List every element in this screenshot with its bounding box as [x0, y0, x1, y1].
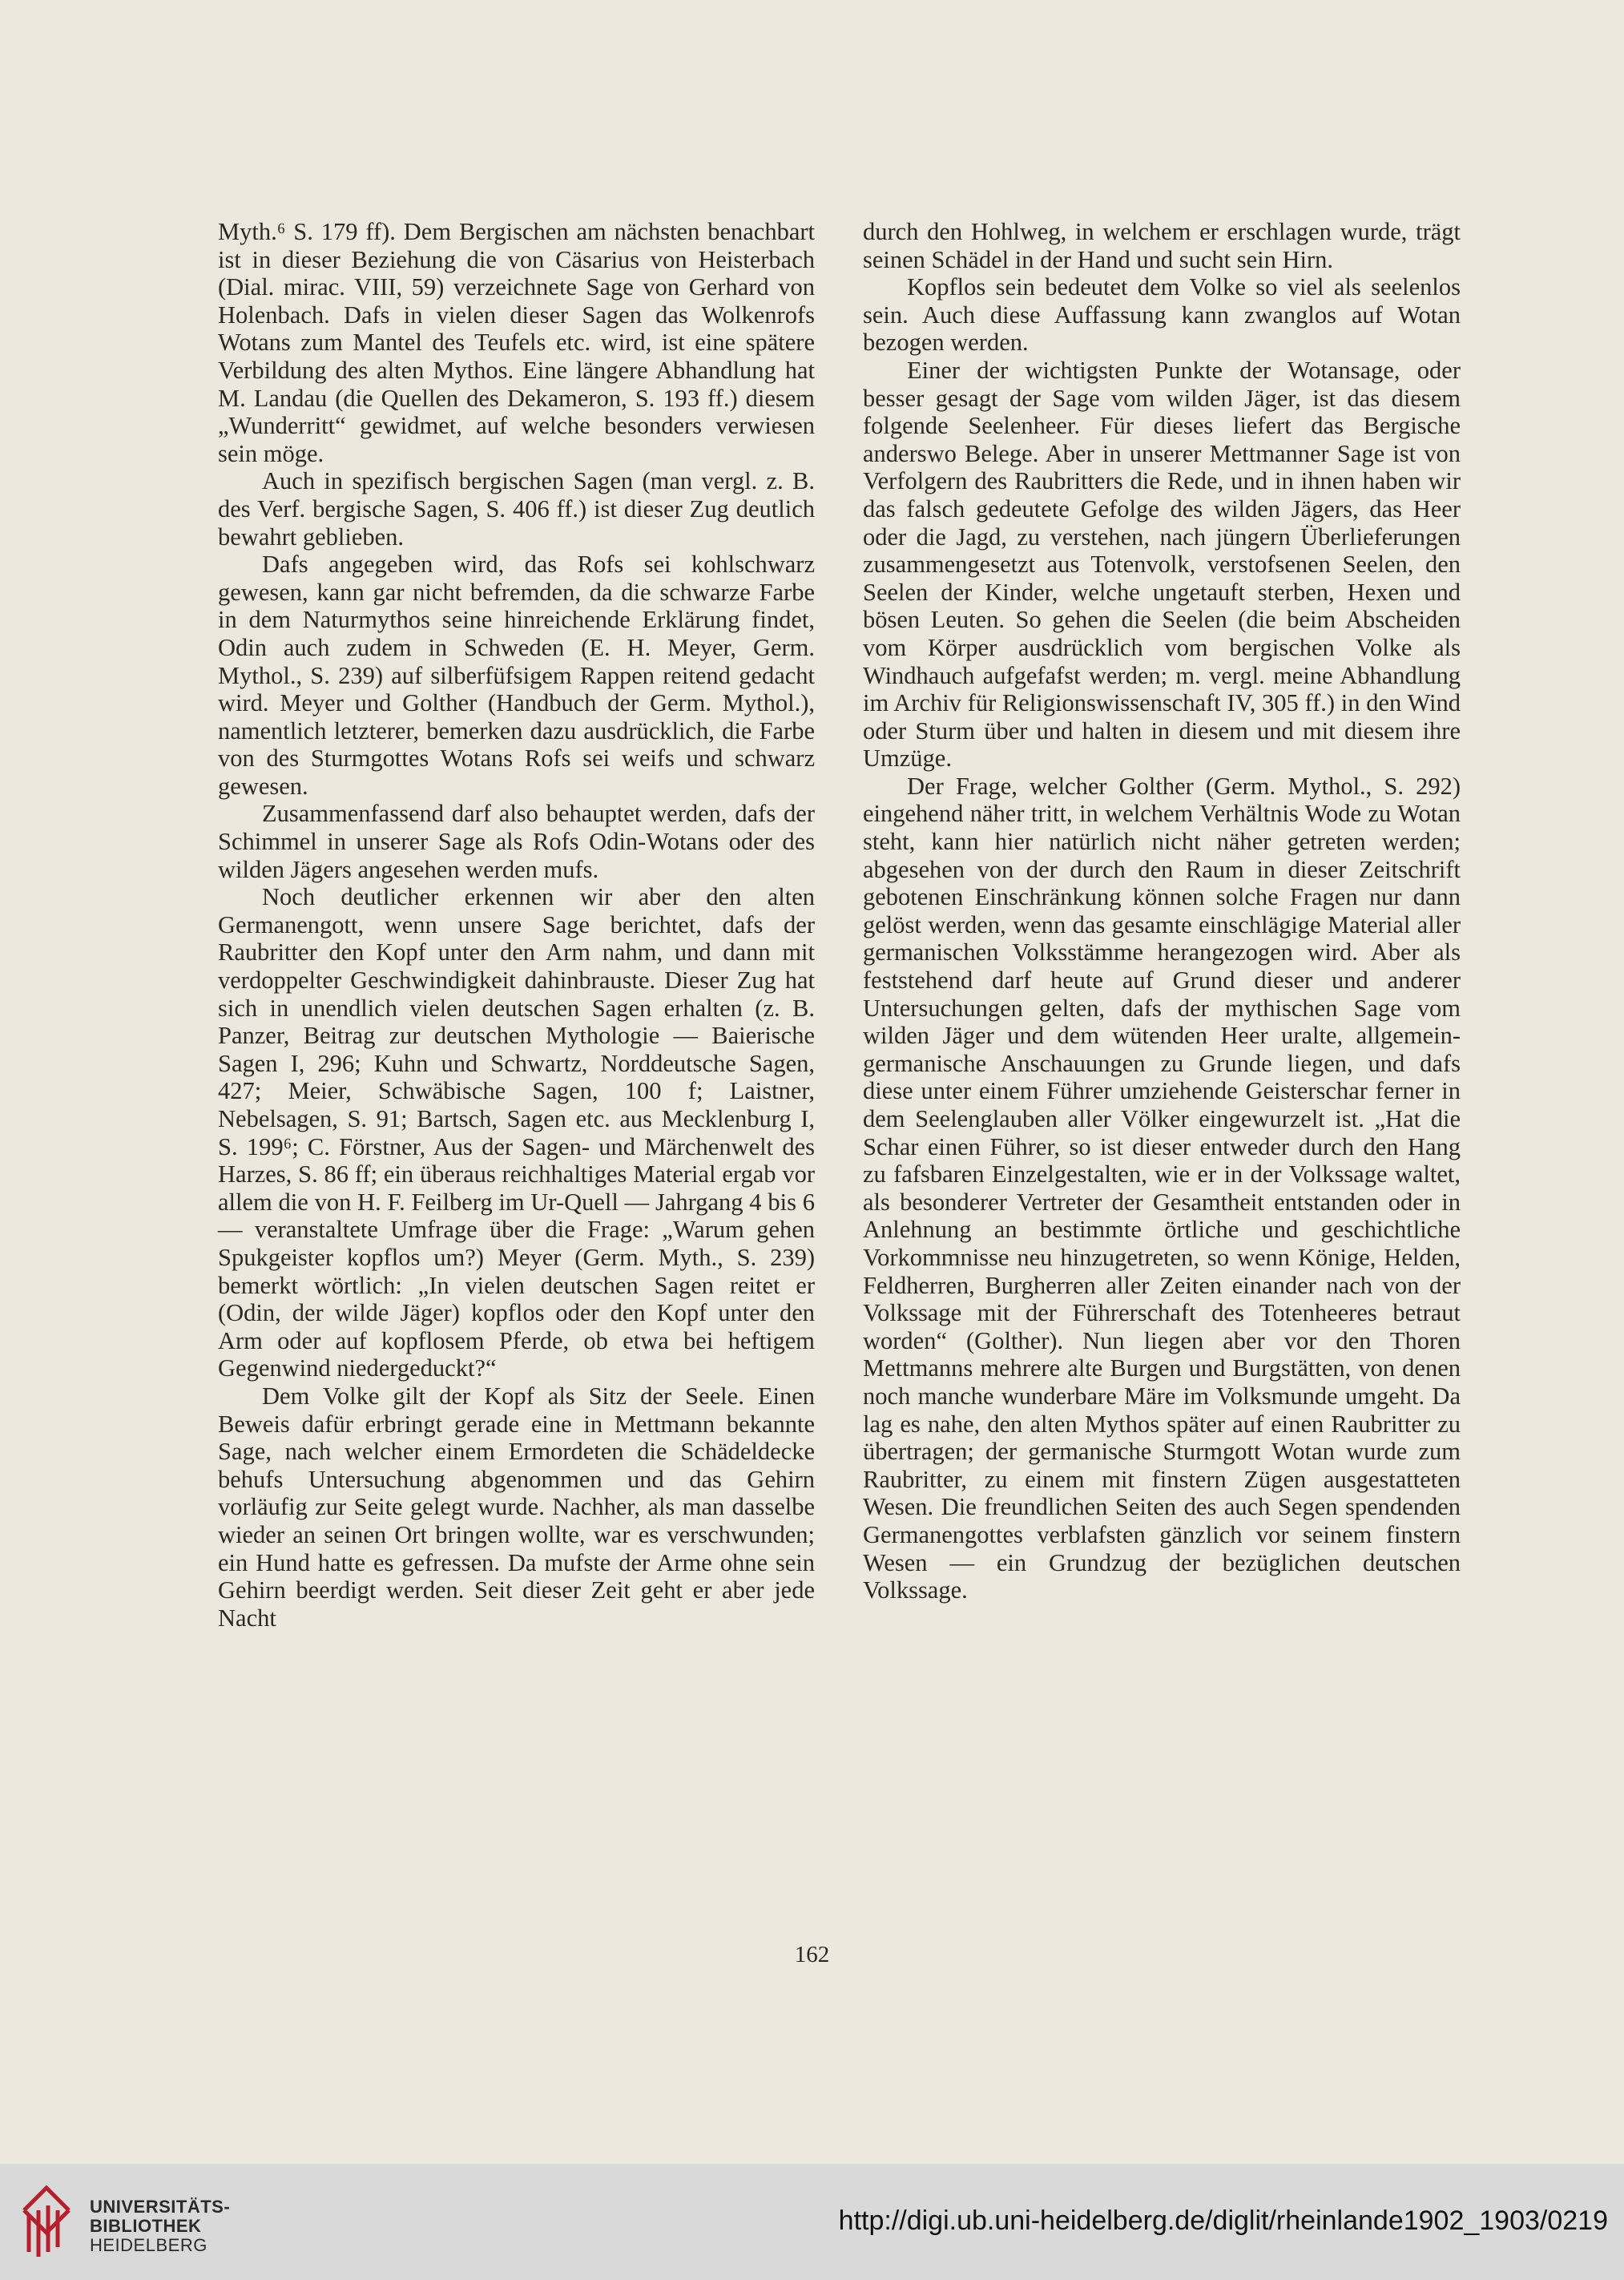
library-logo-icon — [18, 2178, 75, 2262]
paragraph: Auch in spezifisch bergischen Sagen (man vergl. z. B. des Verf. bergische Sagen, S. 406 ff.) ist dieser Zug deutlich bewahrt geblieben. — [218, 467, 815, 551]
library-name-line2: BIBLIOTHEK — [90, 2216, 202, 2236]
left-text-column — [218, 218, 815, 1632]
library-name — [90, 2197, 230, 2255]
paragraph: Der Frage, welcher Golther (Germ. Mythol., S. 292) eingehend näher tritt, in welchem Verhältnis Wode zu Wotan steht, kann hier natürlich nicht näher getreten werden; abgesehen von der durch den Raum in dieser Zeitschrift gebotenen Einschränkung können solche Fragen nur dann gelöst werden, wenn das gesamte einschlägige Material aller germanischen Volksstämme herangezogen wird. Aber als feststehend darf heute auf Grund dieser und anderer Untersuchungen gelten, dafs der mythischen Sage vom wilden Jäger und dem wütenden Heer uralte, allgemein-germanische Anschauungen zu Grunde liegen, und dafs diese unter einem Führer umziehende Geisterschar ferner in dem Seelenglauben aller Völker eingewurzelt ist. „Hat die Schar einen Führer, so ist dieser entweder durch den Hang zu fafsbaren Einzelgestalten, wie er in der Volkssage waltet, als besonderer Vertreter der Gesamtheit entstanden oder in Anlehnung an bestimmte örtliche und geschichtliche Vorkommnisse neu hinzugetreten, so wenn Könige, Helden, Feldherren, Burgherren aller Zeiten einander nach von der Volkssage mit der Führerschaft des Totenheeres betraut worden“ (Golther). Nun liegen aber vor den Thoren Mettmanns mehrere alte Burgen und Burgstätten, von denen noch manche wunderbare Märe im Volksmunde umgeht. Da lag es nahe, den alten Mythos später auf einen Raubritter zu übertragen; der germanische Sturmgott Wotan wurde zum Raubritter, zu einem mit finstern Zügen ausgestatteten Wesen. Die freundlichen Seiten des auch Segen spendenden Germanengottes verblafsten gänzlich vor seinem finstern Wesen — ein Grundzug der bezüglichen deutschen Volkssage. — [863, 772, 1461, 1604]
paragraph: Zusammenfassend darf also behauptet werden, dafs der Schimmel in unserer Sage als Rofs Odin-Wotans oder des wilden Jägers angesehen werden mufs. — [218, 800, 815, 883]
paragraph: Kopflos sein bedeutet dem Volke so viel als seelenlos sein. Auch diese Auffassung kann zwanglos auf Wotan bezogen werden. — [863, 273, 1461, 357]
right-text-column — [863, 218, 1461, 1604]
paragraph: durch den Hohlweg, in welchem er erschlagen wurde, trägt seinen Schädel in der Hand und sucht sein Hirn. — [863, 218, 1461, 273]
paragraph: Noch deutlicher erkennen wir aber den alten Germanengott, wenn unsere Sage berichtet, dafs der Raubritter den Kopf unter den Arm nahm, und dann mit verdoppelter Geschwindigkeit dahinbrauste. Dieser Zug hat sich in unendlich vielen deutschen Sagen erhalten (z. B. Panzer, Beitrag zur deutschen Mythologie — Baierische Sagen I, 296; Kuhn und Schwartz, Norddeutsche Sagen, 427; Meier, Schwäbische Sagen, 100 f; Laistner, Nebelsagen, S. 91; Bartsch, Sagen etc. aus Mecklenburg I, S. 199⁶; C. Förstner, Aus der Sagen- und Märchenwelt des Harzes, S. 86 ff; ein überaus reichhaltiges Material ergab vor allem die von H. F. Feilberg im Ur-Quell — Jahrgang 4 bis 6 — veranstaltete Umfrage über die Frage: „Warum gehen Spukgeister kopflos um?) Meyer (Germ. Myth., S. 239) bemerkt wörtlich: „In vielen deutschen Sagen reitet er (Odin, der wilde Jäger) kopflos oder den Kopf unter den Arm oder auf kopflosem Pferde, ob etwa bei heftigem Gegenwind niedergeduckt?“ — [218, 883, 815, 1382]
paragraph: Dem Volke gilt der Kopf als Sitz der Seele. Einen Beweis dafür erbringt gerade eine in Mettmann bekannte Sage, nach welcher einem Ermordeten die Schädeldecke behufs Untersuchung abgenommen und das Gehirn vorläufig zur Seite gelegt wurde. Nachher, als man dasselbe wieder an seinen Ort bringen wollte, war es verschwunden; ein Hund hatte es gefressen. Da mufste der Arme ohne sein Gehirn beerdigt werden. Seit dieser Zeit geht er aber jede Nacht — [218, 1382, 815, 1632]
library-name-line3: HEIDELBERG — [90, 2235, 208, 2255]
paragraph: Myth.⁶ S. 179 ff). Dem Bergischen am nächsten benachbart ist in dieser Beziehung die von Cäsarius von Heisterbach (Dial. mirac. VIII, 59) verzeichnete Sage von Gerhard von Holenbach. Dafs in vielen dieser Sagen das Wolkenrofs Wotans zum Mantel des Teufels etc. wird, ist eine spätere Verbildung des alten Mythos. Eine längere Abhandlung hat M. Landau (die Quellen des Dekameron, S. 193 ff.) diesem „Wunderritt“ gewidmet, auf welche besonders verwiesen sein möge. — [218, 218, 815, 467]
paragraph: Dafs angegeben wird, das Rofs sei kohlschwarz gewesen, kann gar nicht befremden, da die schwarze Farbe in dem Naturmythos seine hinreichende Erklärung findet, Odin auch zudem in Schweden (E. H. Meyer, Germ. Mythol., S. 239) auf silberfüfsigem Rappen reitend gedacht wird. Meyer und Golther (Handbuch der Germ. Mythol.), namentlich letzterer, bemerken dazu ausdrücklich, die Farbe von des Sturmgottes Wotans Rofs sei weifs und schwarz gewesen. — [218, 551, 815, 800]
page-number: 162 — [794, 1942, 830, 1967]
permalink-url[interactable]: http://digi.ub.uni-heidelberg.de/diglit/rheinlande1902_1903/0219 — [838, 2205, 1608, 2236]
library-name-line1: UNIVERSITÄTS- — [90, 2197, 231, 2217]
paragraph: Einer der wichtigsten Punkte der Wotansage, oder besser gesagt der Sage vom wilden Jäger, ist das diesem folgende Seelenheer. Für dieses liefert das Bergische anderswo Belege. Aber in unserer Mettmanner Sage ist von Verfolgern des Raubritters die Rede, und in ihnen haben wir das falsch gedeutete Gefolge des wilden Jägers, das Heer oder die Jagd, zu verstehen, nach jüngern Überlieferungen zusammengesetzt aus Totenvolk, verstofsenen Seelen, den Seelen der Kinder, welche ungetauft sterben, Hexen und bösen Leuten. So gehen die Seelen (die beim Abscheiden vom Körper ausdrücklich vom bergischen Volke als Windhauch aufgefafst werden; m. vergl. meine Abhandlung im Archiv für Religionswissenschaft IV, 305 ff.) in den Wind oder Sturm über und halten in diesem und mit diesem ihre Umzüge. — [863, 356, 1461, 773]
